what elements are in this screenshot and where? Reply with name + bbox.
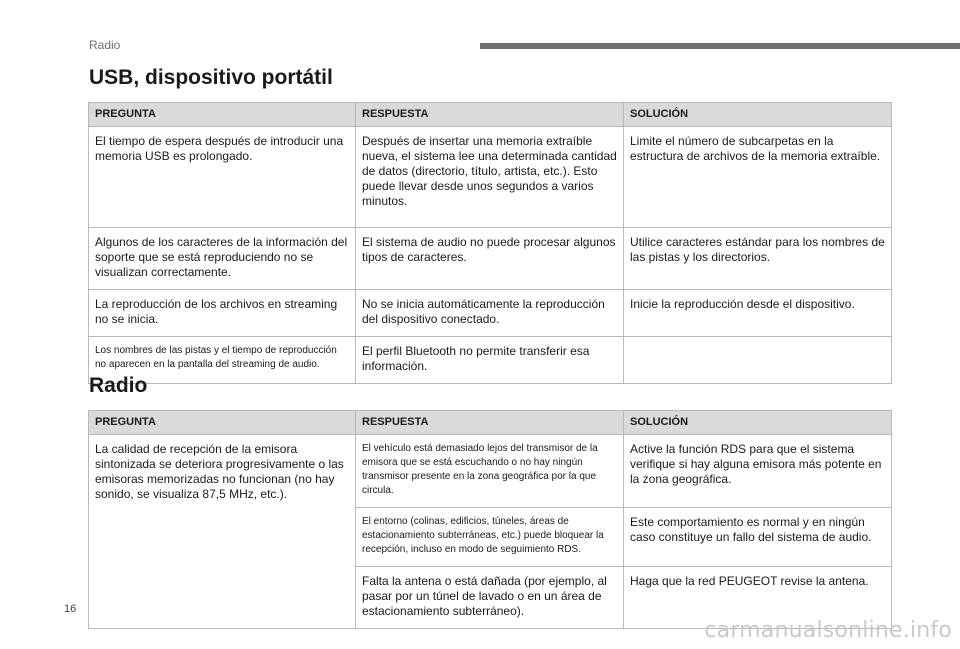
cell-pregunta: Algunos de los caracteres de la información del soporte que se está reproduciendo no se visualizan correctamente.	[89, 228, 356, 290]
header-bar	[480, 43, 960, 49]
table-row	[89, 228, 892, 290]
column-header-respuesta: RESPUESTA	[356, 103, 624, 127]
cell-pregunta: El tiempo de espera después de introducir una memoria USB es prolongado.	[89, 127, 356, 228]
cell-pregunta: La calidad de recepción de la emisora sintonizada se deteriora progresivamente o las emisoras memorizadas no funcionan (no hay sonido, se visualiza 87,5 MHz, etc.).	[89, 435, 356, 629]
usb-faq-table	[88, 102, 892, 384]
cell-solucion: Utilice caracteres estándar para los nombres de las pistas y los directorios.	[624, 228, 892, 290]
cell-respuesta: El sistema de audio no puede procesar algunos tipos de caracteres.	[356, 228, 624, 290]
cell-respuesta: El perfil Bluetooth no permite transferir esa información.	[356, 337, 624, 384]
cell-respuesta: El entorno (colinas, edificios, túneles, áreas de estacionamiento subterráneas, etc.) puede bloquear la recepción, incluso en modo de seguimiento RDS.	[356, 508, 624, 567]
cell-solucion: Active la función RDS para que el sistema verifique si hay alguna emisora más potente en la zona geográfica.	[624, 435, 892, 508]
cell-solucion: Limite el número de subcarpetas en la estructura de archivos de la memoria extraíble.	[624, 127, 892, 228]
table-header-row	[89, 411, 892, 435]
table-row	[89, 435, 892, 508]
cell-solucion: Inicie la reproducción desde el dispositivo.	[624, 290, 892, 337]
column-header-solucion: SOLUCIÓN	[624, 103, 892, 127]
cell-solucion: Haga que la red PEUGEOT revise la antena.	[624, 567, 892, 629]
cell-respuesta: Falta la antena o está dañada (por ejemplo, al pasar por un túnel de lavado o en un área de estacionamiento subterráneo).	[356, 567, 624, 629]
cell-solucion	[624, 337, 892, 384]
cell-pregunta: Los nombres de las pistas y el tiempo de reproducción no aparecen en la pantalla del streaming de audio.	[89, 337, 356, 384]
cell-respuesta: El vehículo está demasiado lejos del transmisor de la emisora que se está escuchando o no hay ningún transmisor presente en la zona geográfica por la que circula.	[356, 435, 624, 508]
usb-section-title: USB, dispositivo portátil	[89, 66, 333, 89]
column-header-pregunta: PREGUNTA	[89, 411, 356, 435]
table-header-row	[89, 103, 892, 127]
cell-pregunta: La reproducción de los archivos en streaming no se inicia.	[89, 290, 356, 337]
radio-section-title: Radio	[89, 374, 148, 397]
watermark: carmanualsonline.info	[704, 618, 952, 643]
radio-faq-table	[88, 410, 892, 629]
page-number: 16	[64, 603, 77, 615]
column-header-pregunta: PREGUNTA	[89, 103, 356, 127]
cell-respuesta: Después de insertar una memoria extraíble nueva, el sistema lee una determinada cantidad de datos (directorio, título, artista, etc.). Esto puede llevar desde unos segundos a varios minutos.	[356, 127, 624, 228]
section-header-label: Radio	[89, 38, 121, 52]
table-row	[89, 290, 892, 337]
table-row	[89, 337, 892, 384]
cell-respuesta: No se inicia automáticamente la reproducción del dispositivo conectado.	[356, 290, 624, 337]
column-header-solucion: SOLUCIÓN	[624, 411, 892, 435]
column-header-respuesta: RESPUESTA	[356, 411, 624, 435]
cell-solucion: Este comportamiento es normal y en ningún caso constituye un fallo del sistema de audio.	[624, 508, 892, 567]
table-row	[89, 127, 892, 228]
